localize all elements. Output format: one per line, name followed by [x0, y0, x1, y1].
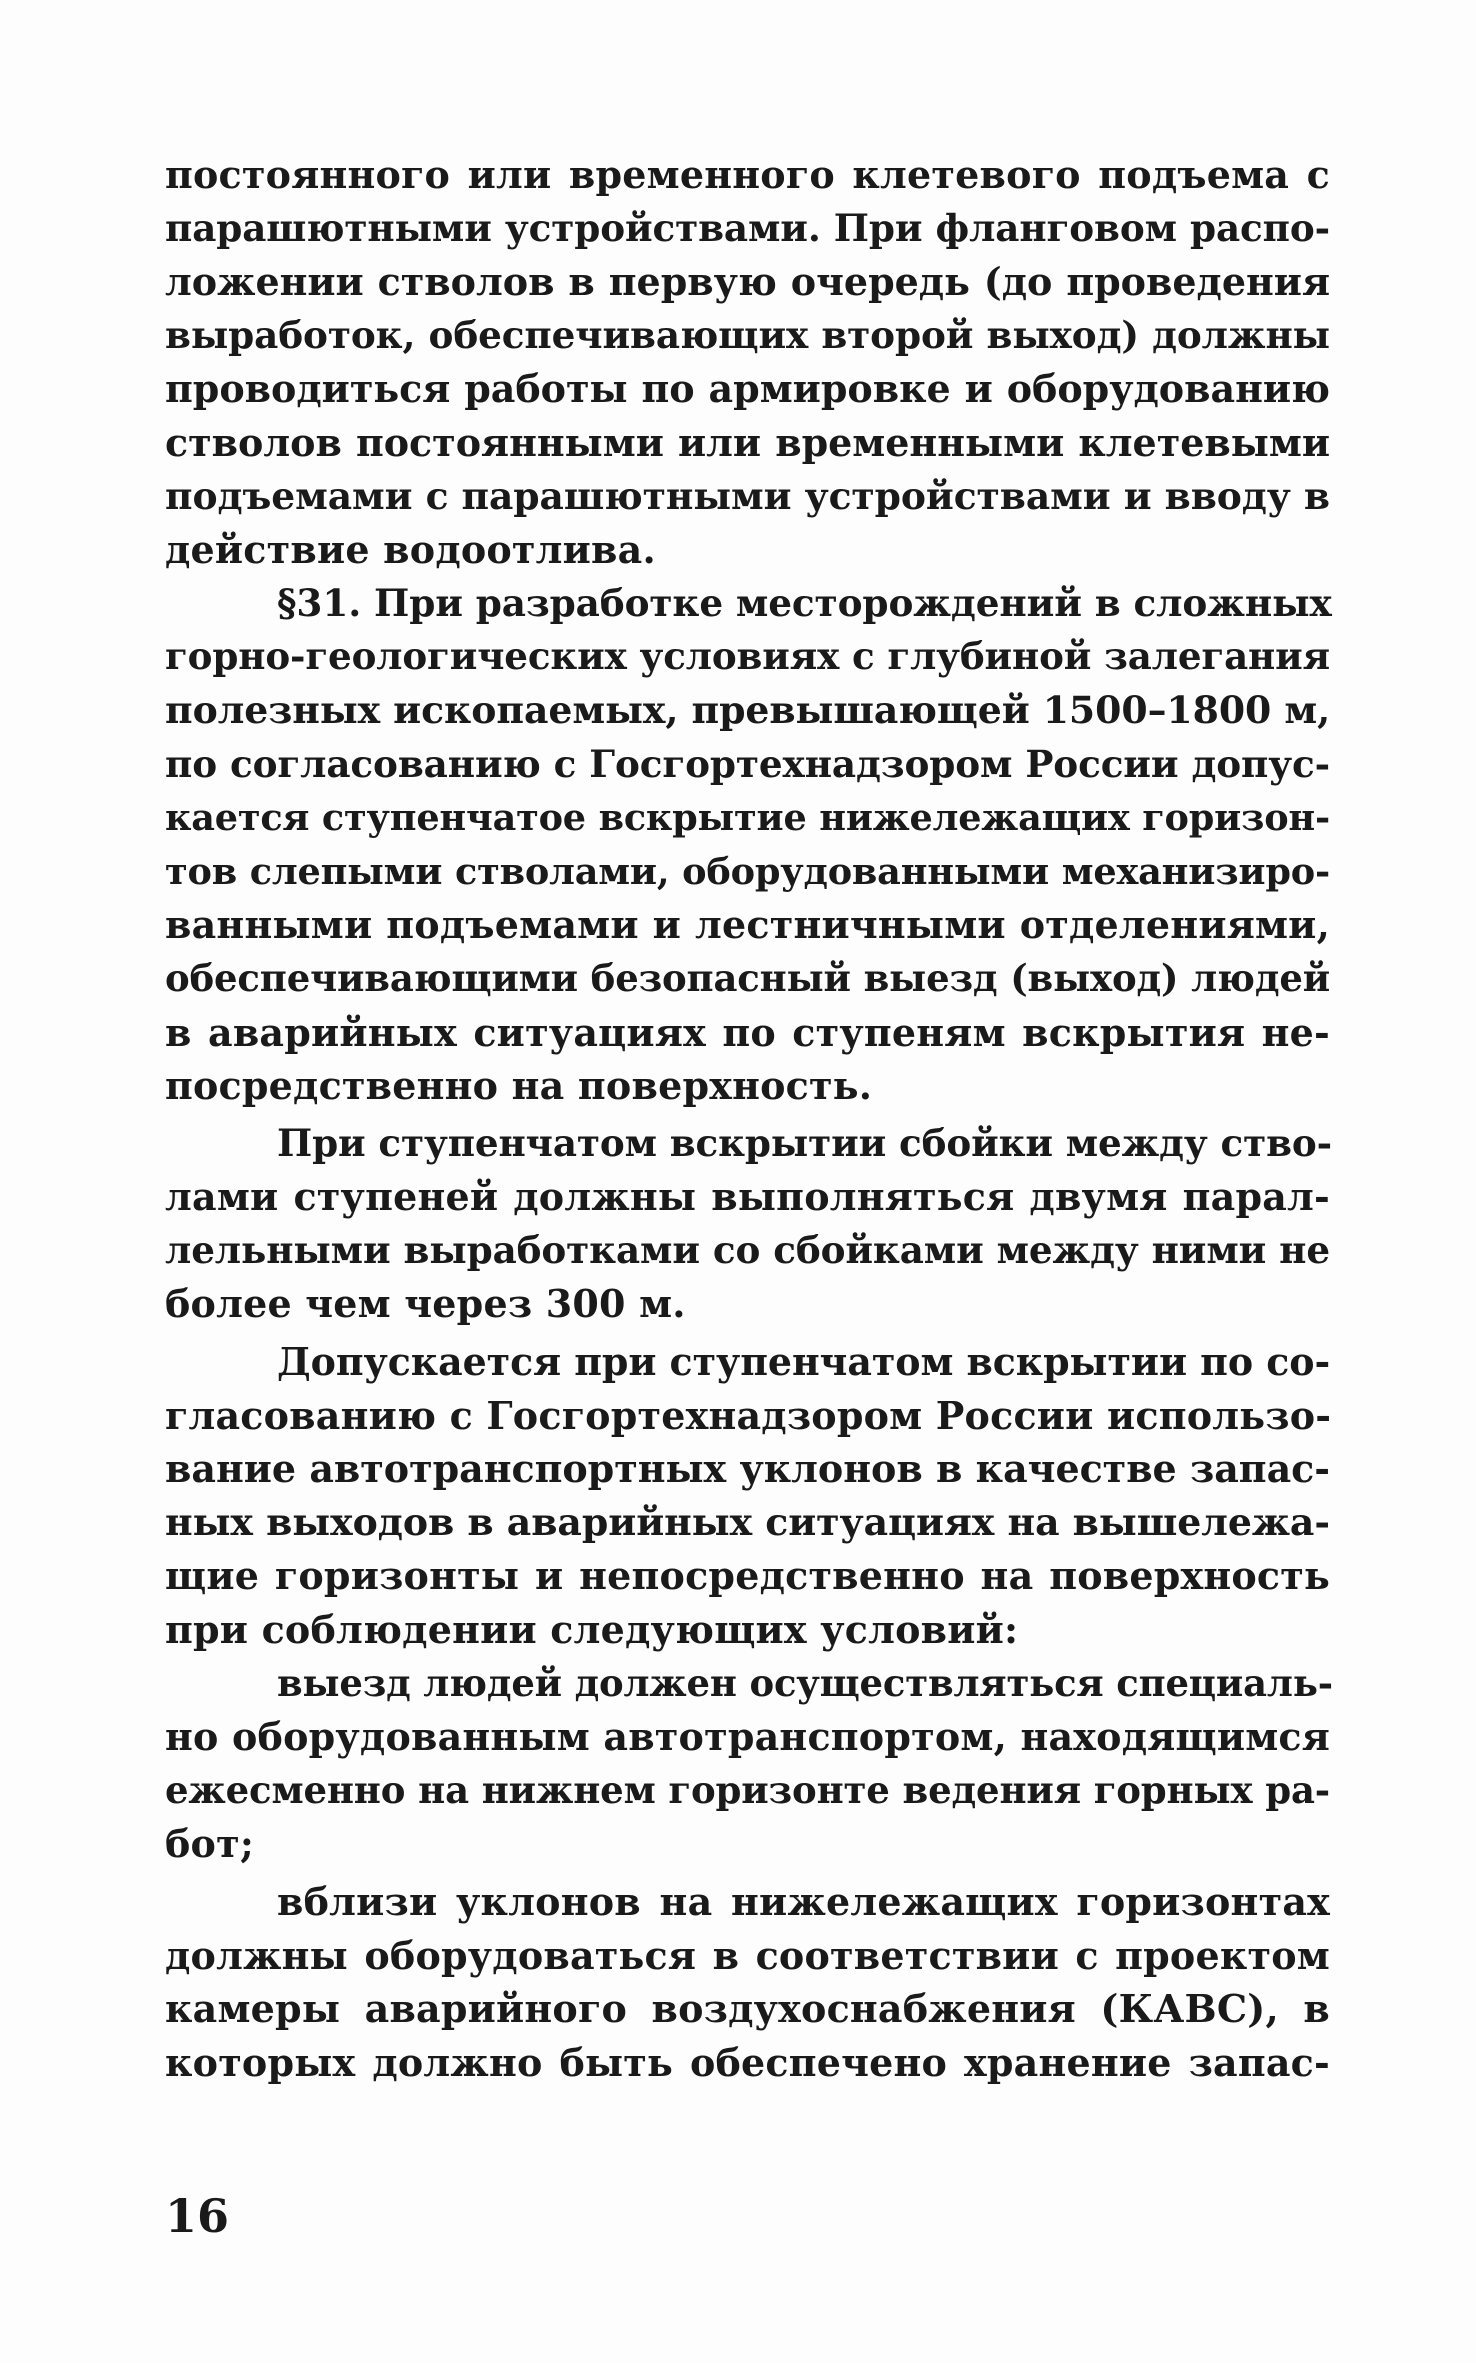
- text-line: в аварийных ситуациях по ступеням вскрытия не-: [165, 1009, 1330, 1055]
- text-line: ванными подъемами и лестничными отделениями,: [165, 902, 1330, 948]
- paragraph-section-31: [165, 577, 1330, 1113]
- paragraph: [165, 1335, 1330, 1657]
- body-text: [165, 148, 1333, 2089]
- text-line: §31. При разработке месторождений в сложных: [277, 580, 1332, 625]
- text-line: выезд людей должен осуществляться специаль-: [277, 1660, 1333, 1705]
- text-line: проводиться работы по армировке и оборудованию: [165, 366, 1330, 412]
- text-line: лельными выработками со сбойками между ними не: [165, 1227, 1330, 1272]
- text-line: стволов постоянными или временными клетевыми: [165, 419, 1330, 465]
- text-line: Допускается при ступенчатом вскрытии по со-: [277, 1339, 1331, 1385]
- text-line: вание автотранспортных уклонов в качестве запас-: [165, 1446, 1330, 1492]
- text-line: постоянного или временного клетевого подъема с: [165, 152, 1330, 197]
- text-line: тов слепыми стволами, оборудованными механизиро-: [165, 849, 1330, 893]
- text-line: обеспечивающими безопасный выезд (выход) людей: [165, 955, 1330, 1000]
- text-line: бот;: [165, 1821, 255, 1867]
- paragraph: [165, 1875, 1330, 2089]
- text-line: полезных ископаемых, превышающей 1500–1800 м,: [165, 687, 1331, 732]
- text-line: щие горизонты и непосредственно на поверхность: [165, 1553, 1330, 1599]
- text-line: вблизи уклонов на нижележащих горизонтах: [277, 1879, 1330, 1924]
- text-line: ежесменно на нижнем горизонте ведения горных ра-: [165, 1767, 1330, 1812]
- text-line: ных выходов в аварийных ситуациях на вышележа-: [165, 1499, 1330, 1544]
- text-line: горно-геологических условиях с глубиной залегания: [165, 634, 1330, 679]
- text-line: камеры аварийного воздухоснабжения (КАВС), в: [165, 1986, 1330, 2032]
- text-line: посредственно на поверхность.: [165, 1063, 873, 1109]
- text-line: но оборудованным автотранспортом, находящимся: [165, 1714, 1331, 1760]
- text-line: действие водоотлива.: [165, 527, 656, 573]
- paragraph: [165, 1657, 1333, 1871]
- text-line: парашютными устройствами. При фланговом распо-: [165, 205, 1330, 250]
- text-line: ложении стволов в первую очередь (до проведения: [165, 259, 1330, 305]
- text-line: лами ступеней должны выполняться двумя парал-: [165, 1174, 1330, 1220]
- text-line: которых должно быть обеспечено хранение запас-: [165, 2039, 1330, 2085]
- text-line: при соблюдении следующих условий:: [165, 1607, 1019, 1653]
- text-line: При ступенчатом вскрытии сбойки между ство-: [277, 1120, 1332, 1165]
- paragraph: [165, 1117, 1330, 1331]
- text-line: гласованию с Госгортехнадзором России использо-: [165, 1392, 1332, 1438]
- paragraph: [165, 148, 1330, 577]
- text-line: кается ступенчатое вскрытие нижележащих горизон-: [165, 796, 1330, 840]
- text-line: подъемами с парашютными устройствами и вводу в: [165, 473, 1330, 518]
- text-line: по согласованию с Госгортехнадзором России допус-: [165, 741, 1330, 786]
- page-number: 16: [165, 2189, 230, 2243]
- text-line: более чем через 300 м.: [165, 1281, 686, 1327]
- text-line: выработок, обеспечивающих второй выход) должны: [165, 312, 1330, 357]
- text-line: должны оборудоваться в соответствии с проектом: [165, 1932, 1330, 1978]
